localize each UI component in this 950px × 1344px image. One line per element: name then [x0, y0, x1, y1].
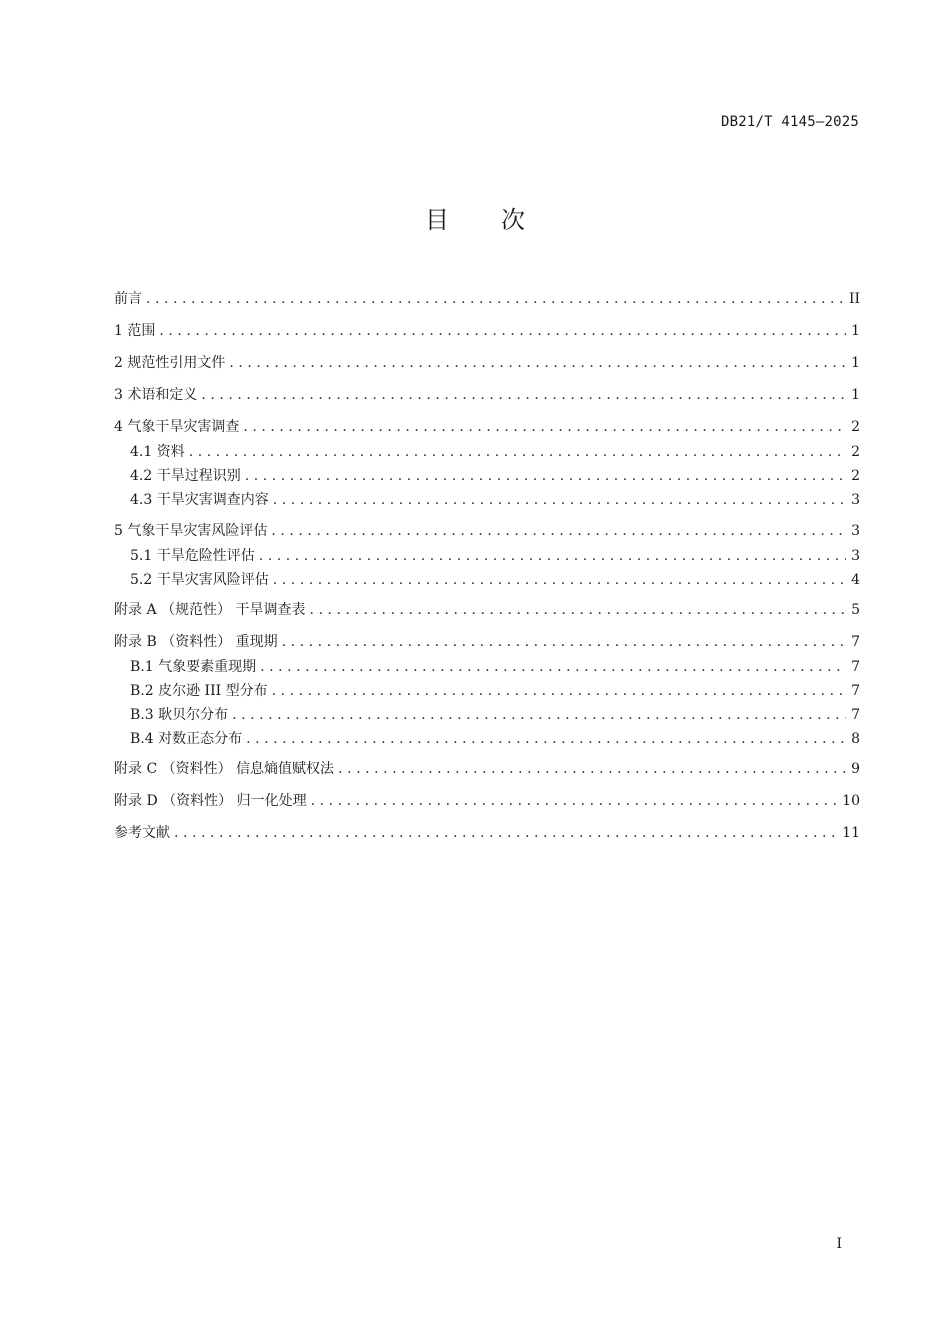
toc-leader-dots — [311, 791, 839, 811]
toc-entry-page: 7 — [851, 707, 860, 723]
toc-leader-dots — [309, 600, 846, 620]
toc-entry-label: 1 范围 — [114, 323, 156, 339]
toc-entry-appendix-c[interactable] — [114, 759, 860, 779]
toc-leader-dots — [272, 681, 846, 701]
toc-entry-label: 4.3 干旱灾害调查内容 — [130, 492, 269, 508]
toc-entry-label: B.3 耿贝尔分布 — [130, 707, 229, 723]
toc-entry-label: 前言 — [114, 291, 142, 307]
toc-entry-page: 1 — [851, 355, 860, 371]
toc-entry-normative-references[interactable] — [114, 353, 860, 373]
toc-entry-label: B.1 气象要素重现期 — [130, 659, 257, 675]
toc-entry-4-3[interactable] — [114, 490, 860, 510]
toc-entry-label: 参考文献 — [114, 825, 170, 841]
toc-entry-references[interactable] — [114, 823, 860, 843]
toc-entry-page: 3 — [851, 548, 860, 564]
toc-entry-4-1[interactable] — [114, 442, 860, 462]
toc-leader-dots — [273, 570, 846, 590]
toc-entry-page: 2 — [851, 444, 860, 460]
toc-entry-page: 8 — [851, 731, 860, 747]
toc-entry-label: 5.2 干旱灾害风险评估 — [130, 572, 269, 588]
toc-entry-page: II — [848, 291, 860, 307]
toc-leader-dots — [271, 521, 846, 541]
toc-entry-page: 7 — [851, 659, 860, 675]
toc-entry-b-4[interactable] — [114, 729, 860, 749]
toc-entry-page: 2 — [851, 419, 860, 435]
toc-leader-dots — [232, 705, 846, 725]
toc-leader-dots — [243, 417, 846, 437]
toc-entry-label: B.4 对数正态分布 — [130, 731, 243, 747]
toc-entry-5-2[interactable] — [114, 570, 860, 590]
toc-entry-label: 5.1 干旱危险性评估 — [130, 548, 255, 564]
toc-leader-dots — [159, 321, 846, 341]
toc-entry-label: 附录 A （规范性） 干旱调查表 — [114, 602, 306, 618]
toc-entry-label: 5 气象干旱灾害风险评估 — [114, 523, 268, 539]
toc-entry-label: 4.2 干旱过程识别 — [130, 468, 241, 484]
toc-entry-label: 附录 C （资料性） 信息熵值赋权法 — [114, 761, 335, 777]
toc-entry-appendix-d[interactable] — [114, 791, 860, 811]
toc-title-left: 目 — [425, 206, 449, 234]
toc-leader-dots — [174, 823, 838, 843]
toc-entry-scope[interactable] — [114, 321, 860, 341]
toc-entry-drought-survey[interactable] — [114, 417, 860, 437]
toc-title-right: 次 — [501, 206, 525, 234]
toc-leader-dots — [246, 729, 846, 749]
toc-entry-page: 10 — [842, 793, 860, 809]
toc-leader-dots — [259, 546, 846, 566]
toc-leader-dots — [282, 632, 846, 652]
toc-entry-page: 2 — [851, 468, 860, 484]
toc-entry-page: 3 — [851, 523, 860, 539]
toc-entry-page: 7 — [851, 634, 860, 650]
toc-entry-b-1[interactable] — [114, 657, 860, 677]
toc-entry-page: 7 — [851, 683, 860, 699]
toc-entry-5-1[interactable] — [114, 546, 860, 566]
toc-entry-label: B.2 皮尔逊 III 型分布 — [130, 683, 268, 699]
toc-leader-dots — [260, 657, 846, 677]
toc-leader-dots — [146, 289, 845, 309]
toc-leader-dots — [338, 759, 846, 779]
toc-entry-page: 3 — [851, 492, 860, 508]
toc-leader-dots — [245, 466, 846, 486]
toc-entry-label: 4 气象干旱灾害调查 — [114, 419, 240, 435]
toc-title — [0, 200, 950, 235]
toc-entry-b-2[interactable] — [114, 681, 860, 701]
toc-entry-label: 附录 D （资料性） 归一化处理 — [114, 793, 307, 809]
toc-entry-page: 11 — [842, 825, 860, 841]
toc-entry-page: 1 — [851, 323, 860, 339]
toc-leader-dots — [201, 385, 846, 405]
toc-leader-dots — [229, 353, 846, 373]
toc-entry-b-3[interactable] — [114, 705, 860, 725]
toc-entry-4-2[interactable] — [114, 466, 860, 486]
toc-entry-terms[interactable] — [114, 385, 860, 405]
toc-entry-label: 附录 B （资料性） 重现期 — [114, 634, 278, 650]
document-code: DB21/T 4145—2025 — [720, 114, 859, 130]
toc-entry-label: 4.1 资料 — [130, 444, 185, 460]
page-number: I — [836, 1236, 842, 1252]
toc-entry-label: 3 术语和定义 — [114, 387, 198, 403]
toc-entry-page: 1 — [851, 387, 860, 403]
toc-entry-risk-assessment[interactable] — [114, 521, 860, 541]
toc-leader-dots — [189, 442, 846, 462]
toc-entry-appendix-a[interactable] — [114, 600, 860, 620]
toc-entry-page: 4 — [851, 572, 860, 588]
toc-leader-dots — [273, 490, 846, 510]
toc-entry-foreword[interactable] — [114, 289, 860, 309]
toc-entry-page: 5 — [851, 602, 860, 618]
toc-entry-page: 9 — [851, 761, 860, 777]
toc-entry-appendix-b[interactable] — [114, 632, 860, 652]
toc-entry-label: 2 规范性引用文件 — [114, 355, 226, 371]
